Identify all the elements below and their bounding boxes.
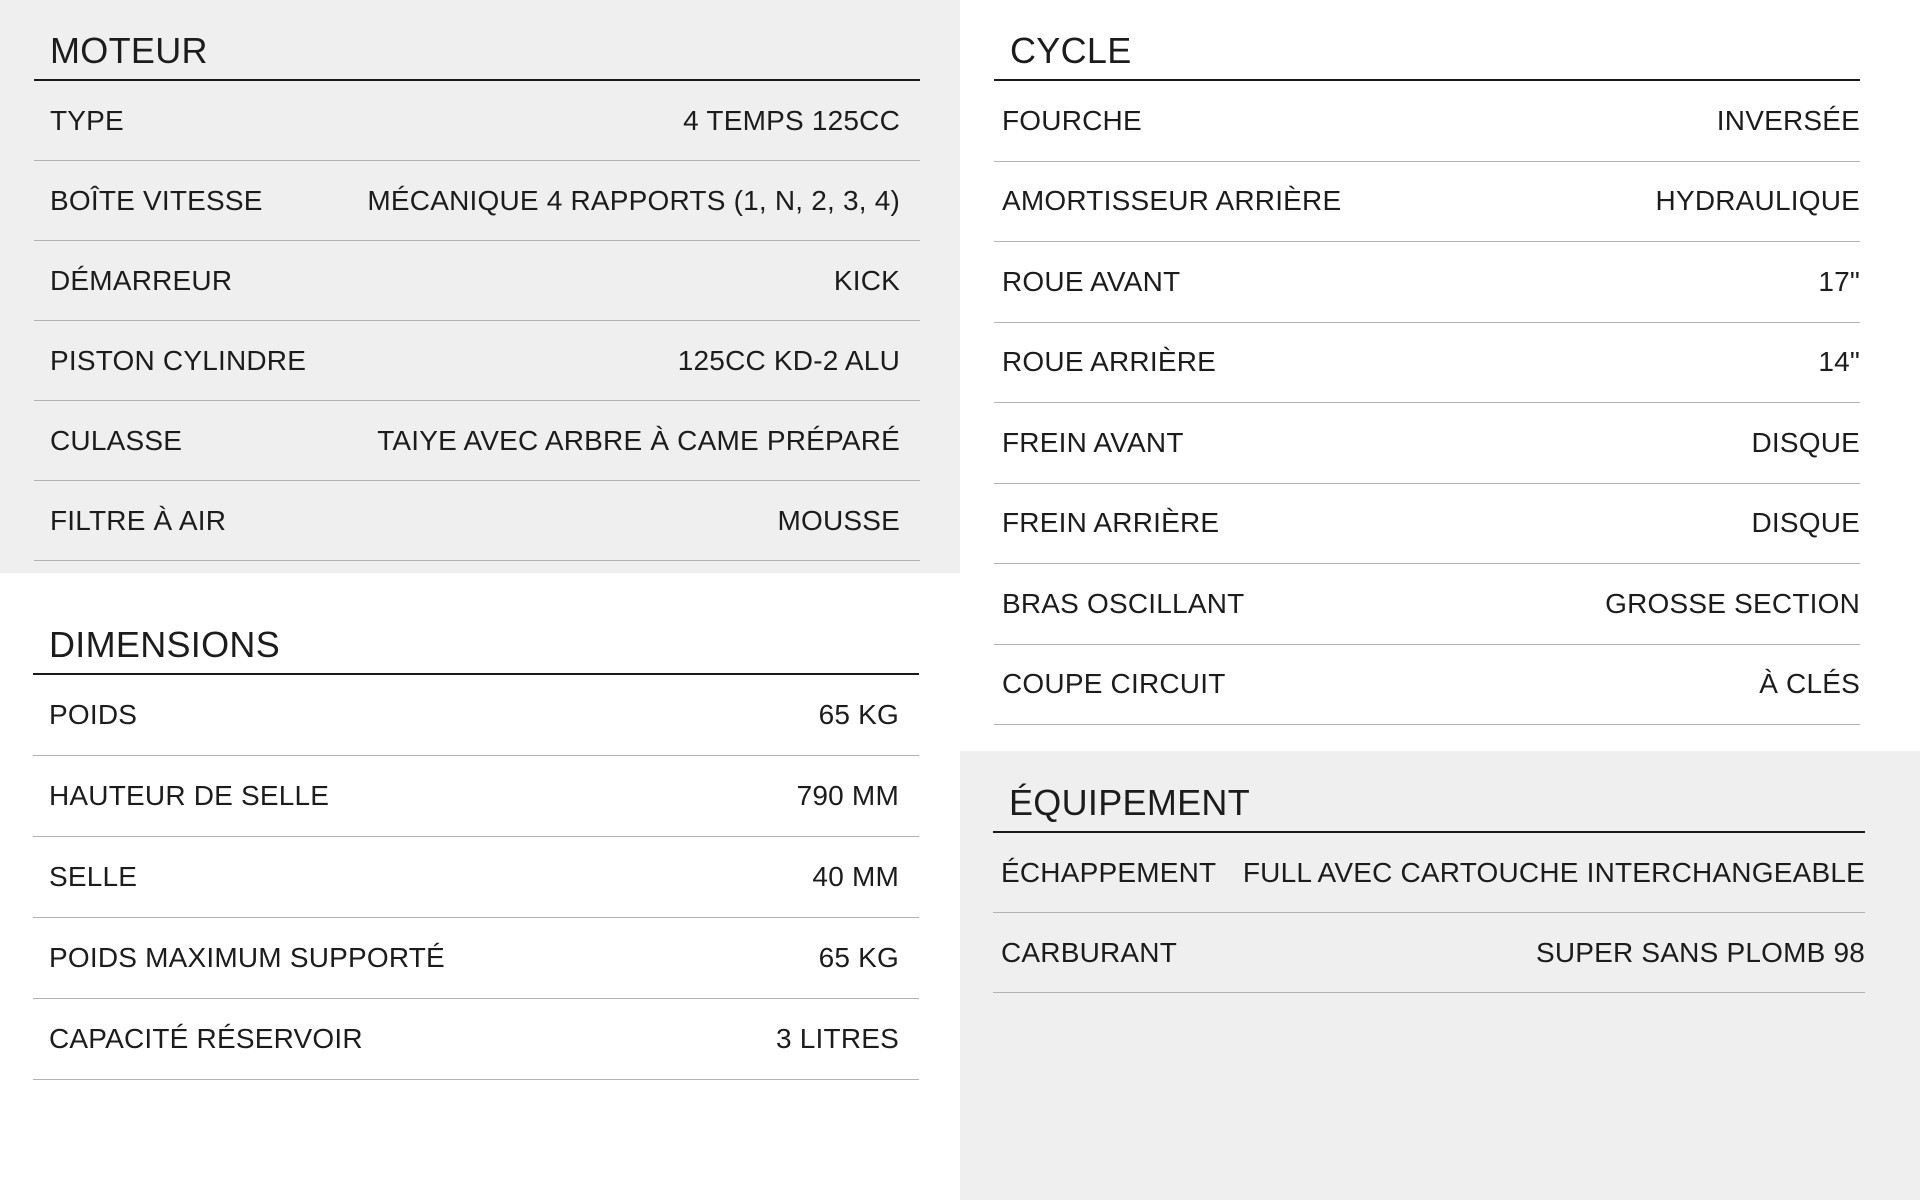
spec-value: DISQUE <box>1751 426 1860 458</box>
spec-row <box>34 161 920 241</box>
spec-row <box>994 484 1860 565</box>
spec-value: MOUSSE <box>777 504 900 536</box>
cycle-section <box>994 0 1860 725</box>
spec-value: 790 MM <box>796 780 899 811</box>
spec-row <box>33 999 919 1080</box>
spec-value: MÉCANIQUE 4 RAPPORTS (1, N, 2, 3, 4) <box>367 184 900 216</box>
spec-label: POIDS MAXIMUM SUPPORTÉ <box>49 942 445 973</box>
spec-label: AMORTISSEUR ARRIÈRE <box>1002 185 1342 217</box>
spec-value: 3 LITRES <box>776 1023 899 1054</box>
spec-value: 65 KG <box>818 699 899 730</box>
spec-row <box>994 162 1860 243</box>
spec-value: TAIYE AVEC ARBRE À CAME PRÉPARÉ <box>377 424 900 456</box>
spec-label: ÉCHAPPEMENT <box>1001 856 1217 888</box>
spec-label: FREIN AVANT <box>1002 426 1184 458</box>
spec-label: BRAS OSCILLANT <box>1002 587 1245 619</box>
spec-row <box>34 481 920 561</box>
spec-label: PISTON CYLINDRE <box>50 344 307 376</box>
spec-label: SELLE <box>49 861 138 892</box>
spec-row <box>34 81 920 161</box>
spec-label: FREIN ARRIÈRE <box>1002 507 1220 539</box>
spec-row <box>994 323 1860 404</box>
cycle-title: CYCLE <box>994 0 1860 81</box>
equipement-title: ÉQUIPEMENT <box>993 752 1865 833</box>
spec-value: INVERSÉE <box>1716 104 1860 136</box>
spec-row <box>993 833 1865 913</box>
spec-row <box>34 321 920 401</box>
spec-value: SUPER SANS PLOMB 98 <box>1535 936 1865 968</box>
spec-row <box>33 837 919 918</box>
spec-label: CARBURANT <box>1001 936 1178 968</box>
spec-value: 14" <box>1818 346 1860 378</box>
spec-row <box>994 81 1860 162</box>
spec-row <box>33 918 919 999</box>
spec-row <box>994 564 1860 645</box>
spec-row <box>994 242 1860 323</box>
spec-label: ROUE ARRIÈRE <box>1002 346 1216 378</box>
spec-row <box>994 645 1860 726</box>
spec-value: 17" <box>1818 265 1860 297</box>
spec-row <box>34 241 920 321</box>
spec-label: ROUE AVANT <box>1002 265 1181 297</box>
dimensions-section <box>33 594 919 1080</box>
moteur-title: MOTEUR <box>34 0 920 81</box>
moteur-section <box>34 0 920 561</box>
spec-label: DÉMARREUR <box>50 264 233 296</box>
spec-value: 40 MM <box>812 861 899 892</box>
spec-label: TYPE <box>50 104 124 136</box>
spec-label: FOURCHE <box>1002 104 1142 136</box>
spec-value: HYDRAULIQUE <box>1655 185 1860 217</box>
dimensions-title: DIMENSIONS <box>33 594 919 675</box>
spec-value: 65 KG <box>818 942 899 973</box>
spec-label: CAPACITÉ RÉSERVOIR <box>49 1023 363 1054</box>
spec-value: À CLÉS <box>1759 668 1860 700</box>
spec-row <box>994 403 1860 484</box>
spec-label: HAUTEUR DE SELLE <box>49 780 330 811</box>
spec-label: FILTRE À AIR <box>50 504 227 536</box>
spec-row <box>34 401 920 481</box>
spec-label: COUPE CIRCUIT <box>1002 668 1226 700</box>
spec-label: CULASSE <box>50 424 183 456</box>
spec-row <box>33 675 919 756</box>
spec-value: FULL AVEC CARTOUCHE INTERCHANGEABLE <box>1242 856 1865 888</box>
spec-row <box>993 913 1865 993</box>
equipement-section <box>993 752 1865 993</box>
spec-value: DISQUE <box>1751 507 1860 539</box>
spec-value: 125CC KD-2 ALU <box>677 344 900 376</box>
spec-label: BOÎTE VITESSE <box>50 184 263 216</box>
spec-label: POIDS <box>49 699 138 730</box>
spec-value: KICK <box>833 264 900 296</box>
spec-row <box>33 756 919 837</box>
spec-value: 4 TEMPS 125CC <box>683 104 900 136</box>
spec-value: GROSSE SECTION <box>1605 587 1860 619</box>
